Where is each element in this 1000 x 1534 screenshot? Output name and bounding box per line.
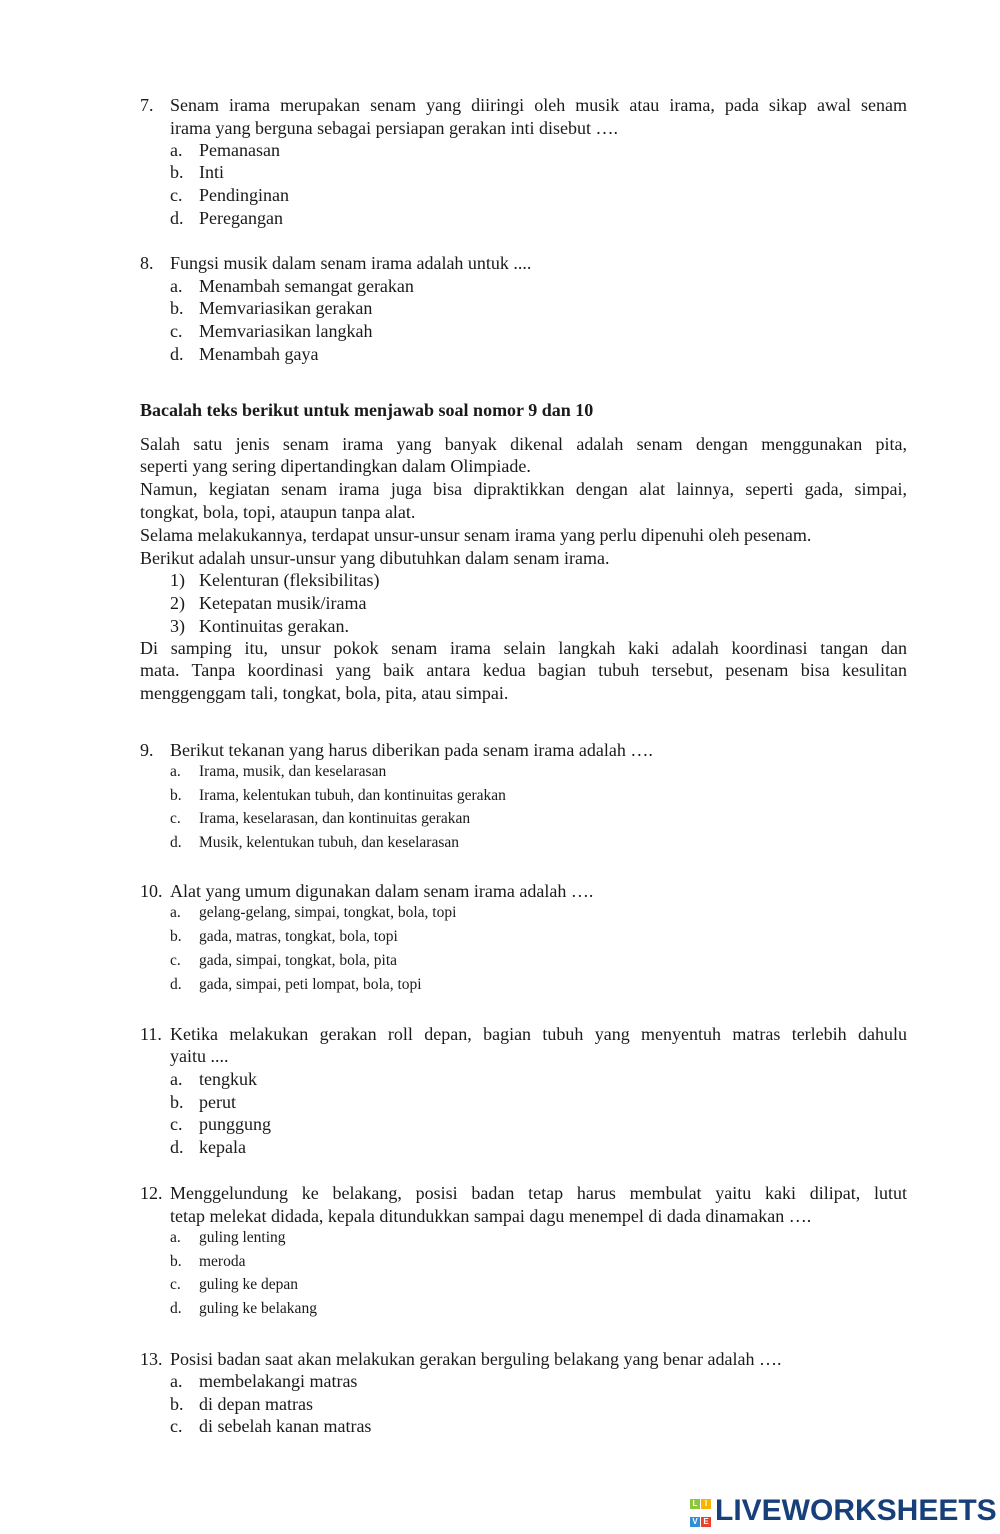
- passage-text: Salah satu jenis senam irama yang banyak dikenal adalah senam dengan menggunakan pita,: [140, 434, 907, 454]
- list-text: Kelenturan (fleksibilitas): [199, 570, 380, 590]
- question-text: irama yang berguna sebagai persiapan gerakan inti disebut ….: [170, 118, 619, 138]
- option-letter: a.: [170, 1371, 183, 1391]
- option-text: Memvariasikan gerakan: [199, 298, 373, 318]
- question-text: Ketika melakukan gerakan roll depan, bagian tubuh yang menyentuh matras terlebih dahulu: [170, 1024, 907, 1044]
- option-text: membelakangi matras: [199, 1371, 358, 1391]
- question-text: Posisi badan saat akan melakukan gerakan berguling belakang yang benar adalah ….: [170, 1349, 782, 1369]
- option-text: gelang-gelang, simpai, tongkat, bola, topi: [199, 904, 457, 921]
- option-text: Irama, keselarasan, dan kontinuitas gerakan: [199, 810, 471, 827]
- list-number: 2): [170, 593, 185, 613]
- option-text: gada, matras, tongkat, bola, topi: [199, 928, 398, 945]
- option-letter: d.: [170, 1137, 184, 1157]
- question-number: 11.: [140, 1024, 162, 1044]
- option-letter: b.: [170, 928, 182, 945]
- question-number: 10.: [140, 881, 163, 901]
- logo-text: LIVEWORKSHEETS: [715, 1494, 997, 1527]
- list-text: Ketepatan musik/irama: [199, 593, 367, 613]
- option-letter: c.: [170, 321, 183, 341]
- option-text: di depan matras: [199, 1394, 313, 1414]
- option-text: meroda: [199, 1253, 246, 1270]
- logo-tile: I: [701, 1499, 711, 1509]
- option-text: guling lenting: [199, 1229, 286, 1246]
- list-number: 3): [170, 616, 185, 636]
- passage-heading: Bacalah teks berikut untuk menjawab soal nomor 9 dan 10: [140, 400, 594, 420]
- option-letter: a.: [170, 1229, 181, 1246]
- option-text: kepala: [199, 1137, 246, 1157]
- logo-tiles-icon: [690, 1493, 712, 1529]
- option-text: punggung: [199, 1114, 271, 1134]
- option-text: Peregangan: [199, 208, 283, 228]
- passage-text: menggenggam tali, tongkat, bola, pita, atau simpai.: [140, 683, 509, 703]
- logo-tile: E: [701, 1517, 711, 1527]
- option-letter: b.: [170, 1253, 182, 1270]
- question-text: Senam irama merupakan senam yang diiringi oleh musik atau irama, pada sikap awal senam: [170, 95, 907, 115]
- passage-text: Berikut adalah unsur-unsur yang dibutuhkan dalam senam irama.: [140, 548, 610, 568]
- option-text: guling ke belakang: [199, 1300, 317, 1317]
- option-letter: c.: [170, 810, 181, 827]
- question-text: Menggelundung ke belakang, posisi badan tetap harus membulat yaitu kaki dilipat, lutut: [170, 1183, 907, 1203]
- option-letter: b.: [170, 1394, 184, 1414]
- passage-text: Namun, kegiatan senam irama juga bisa dipraktikkan dengan alat lainnya, seperti gada, simpai,: [140, 479, 907, 499]
- option-letter: b.: [170, 162, 184, 182]
- logo-tile: L: [690, 1499, 700, 1509]
- passage-text: mata. Tanpa koordinasi yang baik antara kedua bagian tubuh tersebut, pesenam bisa kesulitan: [140, 660, 907, 680]
- option-text: tengkuk: [199, 1069, 257, 1089]
- option-text: Menambah gaya: [199, 344, 319, 364]
- option-letter: a.: [170, 763, 181, 780]
- question-number: 12.: [140, 1183, 163, 1203]
- option-letter: a.: [170, 276, 183, 296]
- question-text: Fungsi musik dalam senam irama adalah untuk ....: [170, 253, 532, 273]
- option-text: Irama, musik, dan keselarasan: [199, 763, 387, 780]
- option-text: Musik, kelentukan tubuh, dan keselarasan: [199, 834, 459, 851]
- passage-text: Di samping itu, unsur pokok senam irama selain langkah kaki adalah koordinasi tangan dan: [140, 638, 907, 658]
- option-text: Pendinginan: [199, 185, 289, 205]
- option-text: Menambah semangat gerakan: [199, 276, 414, 296]
- option-letter: d.: [170, 976, 182, 993]
- question-number: 13.: [140, 1349, 163, 1369]
- passage-text: tongkat, bola, topi, ataupun tanpa alat.: [140, 502, 416, 522]
- option-letter: a.: [170, 1069, 183, 1089]
- option-text: gada, simpai, tongkat, bola, pita: [199, 952, 398, 969]
- option-letter: d.: [170, 344, 184, 364]
- question-text: Alat yang umum digunakan dalam senam irama adalah ….: [170, 881, 594, 901]
- option-letter: c.: [170, 952, 181, 969]
- option-text: guling ke depan: [199, 1276, 299, 1293]
- option-letter: b.: [170, 787, 182, 804]
- option-text: Pemanasan: [199, 140, 280, 160]
- question-number: 8.: [140, 253, 154, 273]
- question-text: yaitu ....: [170, 1046, 229, 1066]
- question-number: 7.: [140, 95, 154, 115]
- list-text: Kontinuitas gerakan.: [199, 616, 349, 636]
- liveworksheets-logo[interactable]: [690, 1493, 997, 1529]
- option-letter: b.: [170, 298, 184, 318]
- logo-tile: V: [690, 1517, 700, 1527]
- option-letter: c.: [170, 1416, 183, 1436]
- option-letter: d.: [170, 1300, 182, 1317]
- question-text: tetap melekat didada, kepala ditundukkan sampai dagu menempel di dada dinamakan ….: [170, 1206, 812, 1226]
- option-letter: d.: [170, 208, 184, 228]
- option-text: Irama, kelentukan tubuh, dan kontinuitas gerakan: [199, 787, 506, 804]
- option-text: di sebelah kanan matras: [199, 1416, 372, 1436]
- passage-text: Selama melakukannya, terdapat unsur-unsur senam irama yang perlu dipenuhi oleh pesenam.: [140, 525, 812, 545]
- option-text: gada, simpai, peti lompat, bola, topi: [199, 976, 422, 993]
- option-letter: d.: [170, 834, 182, 851]
- question-text: Berikut tekanan yang harus diberikan pada senam irama adalah ….: [170, 740, 653, 760]
- option-letter: c.: [170, 185, 183, 205]
- option-letter: b.: [170, 1092, 184, 1112]
- option-text: perut: [199, 1092, 236, 1112]
- option-letter: c.: [170, 1114, 183, 1134]
- option-letter: a.: [170, 904, 181, 921]
- list-number: 1): [170, 570, 185, 590]
- option-text: Memvariasikan langkah: [199, 321, 373, 341]
- option-text: Inti: [199, 162, 224, 182]
- option-letter: a.: [170, 140, 183, 160]
- passage-text: seperti yang sering dipertandingkan dalam Olimpiade.: [140, 456, 531, 476]
- question-number: 9.: [140, 740, 154, 760]
- option-letter: c.: [170, 1276, 181, 1293]
